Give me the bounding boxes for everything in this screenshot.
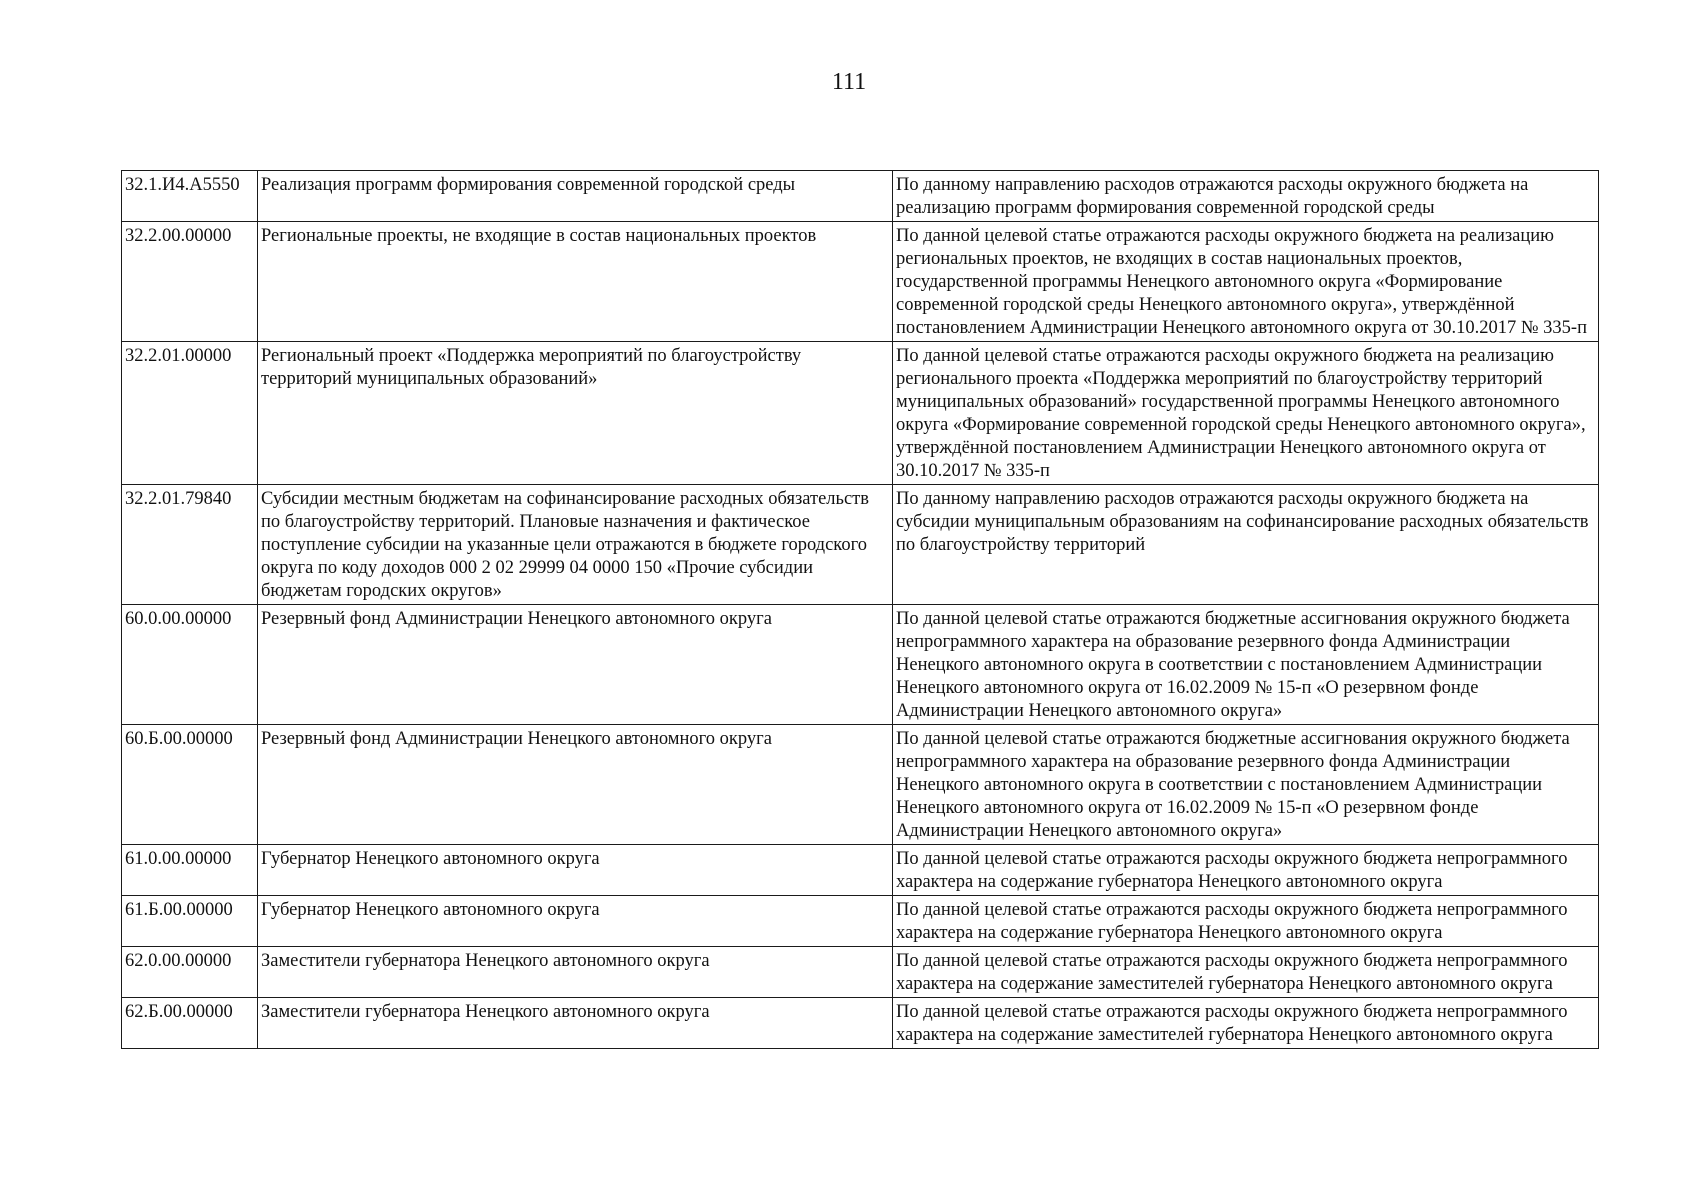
table-row [122, 725, 1599, 845]
table-row [122, 222, 1599, 342]
target-item-name: Губернатор Ненецкого автономного округа [258, 896, 893, 947]
target-item-code: 32.1.И4.А5550 [122, 171, 258, 222]
page-number: 111 [831, 69, 867, 95]
table-row [122, 605, 1599, 725]
table-row [122, 896, 1599, 947]
target-item-description: По данному направлению расходов отражаются расходы окружного бюджета на субсидии муниципальным образованиям на софинансирование расходных обязательств по благоустройству территорий [893, 485, 1599, 605]
table-row [122, 998, 1599, 1049]
target-item-code: 61.Б.00.00000 [122, 896, 258, 947]
target-item-code: 62.0.00.00000 [122, 947, 258, 998]
target-item-description: По данной целевой статье отражаются расходы окружного бюджета на реализацию регионального проекта «Поддержка мероприятий по благоустройству территорий муниципальных образований» государственной программы Ненецкого автономного округа «Формирование современной городской среды Ненецкого автономного округа», утверждённой постановлением Администрации Ненецкого автономного округа от 30.10.2017 № 335-п [893, 342, 1599, 485]
target-item-code: 60.Б.00.00000 [122, 725, 258, 845]
target-item-code: 61.0.00.00000 [122, 845, 258, 896]
target-item-description: По данному направлению расходов отражаются расходы окружного бюджета на реализацию программ формирования современной городской среды [893, 171, 1599, 222]
target-item-name: Заместители губернатора Ненецкого автономного округа [258, 998, 893, 1049]
table-row [122, 947, 1599, 998]
target-item-description: По данной целевой статье отражаются бюджетные ассигнования окружного бюджета непрограммного характера на образование резервного фонда Администрации Ненецкого автономного округа в соответствии с постановлением Администрации Ненецкого автономного округа от 16.02.2009 № 15-п «О резервном фонде Администрации Ненецкого автономного округа» [893, 725, 1599, 845]
table-row [122, 845, 1599, 896]
target-item-description: По данной целевой статье отражаются расходы окружного бюджета непрограммного характера на содержание губернатора Ненецкого автономного округа [893, 896, 1599, 947]
target-item-description: По данной целевой статье отражаются расходы окружного бюджета непрограммного характера на содержание губернатора Ненецкого автономного округа [893, 845, 1599, 896]
target-item-description: По данной целевой статье отражаются расходы окружного бюджета непрограммного характера на содержание заместителей губернатора Ненецкого автономного округа [893, 947, 1599, 998]
target-item-description: По данной целевой статье отражаются расходы окружного бюджета непрограммного характера на содержание заместителей губернатора Ненецкого автономного округа [893, 998, 1599, 1049]
table-row [122, 171, 1599, 222]
target-item-name: Резервный фонд Администрации Ненецкого автономного округа [258, 725, 893, 845]
target-item-name: Субсидии местным бюджетам на софинансирование расходных обязательств по благоустройству территорий. Плановые назначения и фактическое поступление субсидии на указанные цели отражаются в бюджете городского округа по коду доходов 000 2 02 29999 04 0000 150 «Прочие субсидии бюджетам городских округов» [258, 485, 893, 605]
target-item-name: Резервный фонд Администрации Ненецкого автономного округа [258, 605, 893, 725]
target-item-code: 32.2.01.79840 [122, 485, 258, 605]
target-item-name: Региональный проект «Поддержка мероприятий по благоустройству территорий муниципальных образований» [258, 342, 893, 485]
budget-classification-table [121, 170, 1599, 1049]
table-row [122, 485, 1599, 605]
table-row [122, 342, 1599, 485]
target-item-description: По данной целевой статье отражаются расходы окружного бюджета на реализацию региональных проектов, не входящих в состав национальных проектов, государственной программы Ненецкого автономного округа «Формирование современной городской среды Ненецкого автономного округа», утверждённой постановлением Администрации Ненецкого автономного округа от 30.10.2017 № 335-п [893, 222, 1599, 342]
target-item-name: Губернатор Ненецкого автономного округа [258, 845, 893, 896]
target-item-code: 60.0.00.00000 [122, 605, 258, 725]
target-item-description: По данной целевой статье отражаются бюджетные ассигнования окружного бюджета непрограммного характера на образование резервного фонда Администрации Ненецкого автономного округа в соответствии с постановлением Администрации Ненецкого автономного округа от 16.02.2009 № 15-п «О резервном фонде Администрации Ненецкого автономного округа» [893, 605, 1599, 725]
target-item-code: 32.2.01.00000 [122, 342, 258, 485]
target-item-code: 32.2.00.00000 [122, 222, 258, 342]
target-item-name: Реализация программ формирования современной городской среды [258, 171, 893, 222]
target-item-name: Региональные проекты, не входящие в состав национальных проектов [258, 222, 893, 342]
target-item-name: Заместители губернатора Ненецкого автономного округа [258, 947, 893, 998]
target-item-code: 62.Б.00.00000 [122, 998, 258, 1049]
